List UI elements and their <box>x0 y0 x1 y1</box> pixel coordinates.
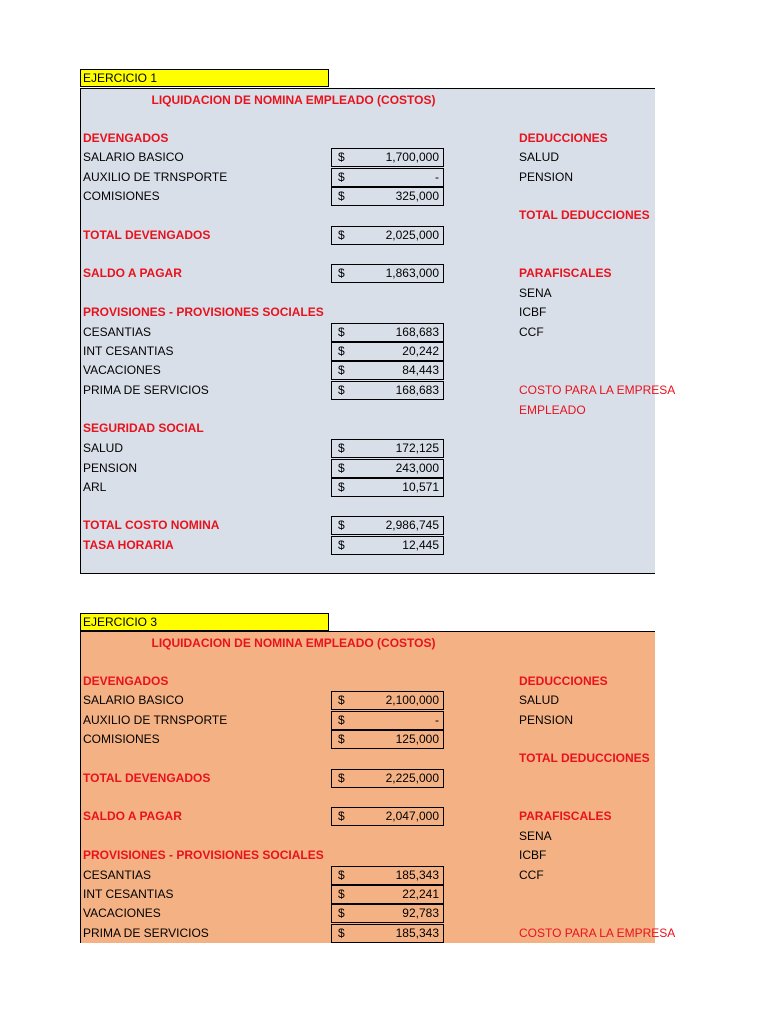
ej1-cesantias-label: CESANTIAS <box>83 325 152 339</box>
ej1-total-devengados-value: 2,025,000 <box>385 228 439 242</box>
ej3-total-devengados-value: 2,225,000 <box>385 771 439 785</box>
ej1-int-cesantias-label: INT CESANTIAS <box>83 344 174 358</box>
ej1-ccf: CCF <box>519 325 544 339</box>
ej1-title: LIQUIDACION DE NOMINA EMPLEADO (COSTOS) <box>151 93 436 107</box>
ej3-cesantias-value: 185,343 <box>395 868 439 882</box>
currency-sign: $ <box>338 344 345 358</box>
ej1-total-devengados-label: TOTAL DEVENGADOS <box>83 228 211 242</box>
ejercicio-1-sheet <box>80 88 676 574</box>
ej1-salud-value: 172,125 <box>395 441 439 455</box>
ej1-prima-label: PRIMA DE SERVICIOS <box>83 383 209 397</box>
ej3-total-devengados-label: TOTAL DEVENGADOS <box>83 771 211 785</box>
currency-sign: $ <box>338 693 345 707</box>
ej1-provisiones-heading: PROVISIONES - PROVISIONES SOCIALES <box>83 305 324 319</box>
ej3-prima-label: PRIMA DE SERVICIOS <box>83 926 209 940</box>
currency-sign: $ <box>338 926 345 940</box>
ej3-parafiscales-heading: PARAFISCALES <box>519 809 612 823</box>
currency-sign: $ <box>338 518 345 532</box>
currency-sign: $ <box>338 887 345 901</box>
ej3-deducciones-heading: DEDUCCIONES <box>519 674 608 688</box>
ej1-vacaciones-label: VACACIONES <box>83 363 161 377</box>
currency-sign: $ <box>338 713 345 727</box>
ej1-salario-label: SALARIO BASICO <box>83 150 184 164</box>
ej1-costo-empresa: COSTO PARA LA EMPRESA <box>519 383 676 397</box>
ej1-auxilio-label: AUXILIO DE TRNSPORTE <box>83 170 228 184</box>
ej1-int-cesantias-value: 20,242 <box>402 344 439 358</box>
ej1-arl-label: ARL <box>83 480 107 494</box>
ej3-auxilio-label: AUXILIO DE TRNSPORTE <box>83 713 228 727</box>
currency-sign: $ <box>338 771 345 785</box>
ej3-costo-empresa: COSTO PARA LA EMPRESA <box>519 926 676 940</box>
ej1-pension-cell[interactable] <box>331 459 444 478</box>
currency-sign: $ <box>338 150 345 164</box>
ej1-saldo-label: SALDO A PAGAR <box>83 266 182 280</box>
ej1-vacaciones-cell[interactable] <box>331 361 444 380</box>
currency-sign: $ <box>338 189 345 203</box>
ej1-pension-label: PENSION <box>83 461 138 475</box>
ej3-vacaciones-cell[interactable] <box>331 904 444 923</box>
ej3-title: LIQUIDACION DE NOMINA EMPLEADO (COSTOS) <box>151 636 436 650</box>
ej1-comisiones-value: 325,000 <box>395 189 439 203</box>
ej1-vacaciones-value: 84,443 <box>402 363 439 377</box>
ej1-salario-cell[interactable] <box>331 148 444 167</box>
ej3-prima-cell[interactable] <box>331 924 444 943</box>
ej1-cesantias-value: 168,683 <box>395 325 439 339</box>
ej3-auxilio-value: - <box>435 713 439 727</box>
ej3-cesantias-label: CESANTIAS <box>83 868 152 882</box>
ej3-int-cesantias-cell[interactable] <box>331 885 444 904</box>
ejercicio-1-tag: EJERCICIO 1 <box>80 69 329 87</box>
ej3-salario-cell[interactable] <box>331 691 444 710</box>
currency-sign: $ <box>338 383 345 397</box>
ej1-auxilio-cell[interactable] <box>331 168 444 187</box>
currency-sign: $ <box>338 480 345 494</box>
ej1-saldo-cell[interactable] <box>331 264 444 283</box>
ej3-ded-pension: PENSION <box>519 713 574 727</box>
ej1-ded-salud: SALUD <box>519 150 560 164</box>
ej1-ded-pension: PENSION <box>519 170 574 184</box>
ej3-saldo-cell[interactable] <box>331 807 444 826</box>
currency-sign: $ <box>338 538 345 552</box>
ej3-int-cesantias-label: INT CESANTIAS <box>83 887 174 901</box>
ejercicio-3-tag: EJERCICIO 3 <box>80 613 329 631</box>
ej1-tasa-label: TASA HORARIA <box>83 538 174 552</box>
ej1-seguridad-heading: SEGURIDAD SOCIAL <box>83 421 204 435</box>
ej3-vacaciones-value: 92,783 <box>402 906 439 920</box>
ej1-arl-value: 10,571 <box>402 480 439 494</box>
ej1-total-costo-cell[interactable] <box>331 516 444 535</box>
ej3-saldo-value: 2,047,000 <box>385 809 439 823</box>
ej3-comisiones-value: 125,000 <box>395 732 439 746</box>
ej3-vacaciones-label: VACACIONES <box>83 906 161 920</box>
ej1-total-devengados-cell[interactable] <box>331 226 444 245</box>
ej3-total-devengados-cell[interactable] <box>331 769 444 788</box>
ej1-devengados-heading: DEVENGADOS <box>83 131 169 145</box>
ej1-total-deducciones: TOTAL DEDUCCIONES <box>519 208 650 222</box>
ej3-icbf: ICBF <box>519 848 547 862</box>
ej3-saldo-label: SALDO A PAGAR <box>83 809 182 823</box>
ej3-auxilio-cell[interactable] <box>331 711 444 730</box>
ej1-saldo-value: 1,863,000 <box>385 266 439 280</box>
ej3-salario-value: 2,100,000 <box>385 693 439 707</box>
ej1-empleado: EMPLEADO <box>519 403 586 417</box>
currency-sign: $ <box>338 170 345 184</box>
ej3-comisiones-label: COMISIONES <box>83 732 160 746</box>
ej1-cesantias-cell[interactable] <box>331 323 444 342</box>
ej1-int-cesantias-cell[interactable] <box>331 342 444 361</box>
ej1-total-costo-label: TOTAL COSTO NOMINA <box>83 518 220 532</box>
ej1-comisiones-label: COMISIONES <box>83 189 160 203</box>
ej1-prima-value: 168,683 <box>395 383 439 397</box>
currency-sign: $ <box>338 809 345 823</box>
ej1-tasa-cell[interactable] <box>331 536 444 555</box>
ej3-devengados-heading: DEVENGADOS <box>83 674 169 688</box>
ej3-int-cesantias-value: 22,241 <box>402 887 439 901</box>
ej3-provisiones-heading: PROVISIONES - PROVISIONES SOCIALES <box>83 848 324 862</box>
ej1-auxilio-value: - <box>435 170 439 184</box>
ej3-total-deducciones: TOTAL DEDUCCIONES <box>519 751 650 765</box>
ejercicio-3-sheet <box>80 631 676 943</box>
ej1-prima-cell[interactable] <box>331 381 444 400</box>
ej1-deducciones-heading: DEDUCCIONES <box>519 131 608 145</box>
currency-sign: $ <box>338 906 345 920</box>
currency-sign: $ <box>338 732 345 746</box>
ej1-total-costo-value: 2,986,745 <box>385 518 439 532</box>
ej1-comisiones-cell[interactable] <box>331 187 444 206</box>
ej1-tasa-value: 12,445 <box>402 538 439 552</box>
ej3-salario-label: SALARIO BASICO <box>83 693 184 707</box>
ej3-ccf: CCF <box>519 868 544 882</box>
ej1-arl-cell[interactable] <box>331 478 444 497</box>
ej1-sena: SENA <box>519 286 552 300</box>
ej3-cesantias-cell[interactable] <box>331 866 444 885</box>
ej3-ded-salud: SALUD <box>519 693 560 707</box>
ej3-comisiones-cell[interactable] <box>331 730 444 749</box>
ej1-salud-cell[interactable] <box>331 439 444 458</box>
currency-sign: $ <box>338 461 345 475</box>
ej1-salario-value: 1,700,000 <box>385 150 439 164</box>
ej3-prima-value: 185,343 <box>395 926 439 940</box>
currency-sign: $ <box>338 266 345 280</box>
currency-sign: $ <box>338 441 345 455</box>
ej1-salud-label: SALUD <box>83 441 124 455</box>
ej3-sena: SENA <box>519 829 552 843</box>
ej1-icbf: ICBF <box>519 305 547 319</box>
currency-sign: $ <box>338 228 345 242</box>
ej1-parafiscales-heading: PARAFISCALES <box>519 266 612 280</box>
currency-sign: $ <box>338 325 345 339</box>
ej1-pension-value: 243,000 <box>395 461 439 475</box>
currency-sign: $ <box>338 363 345 377</box>
currency-sign: $ <box>338 868 345 882</box>
